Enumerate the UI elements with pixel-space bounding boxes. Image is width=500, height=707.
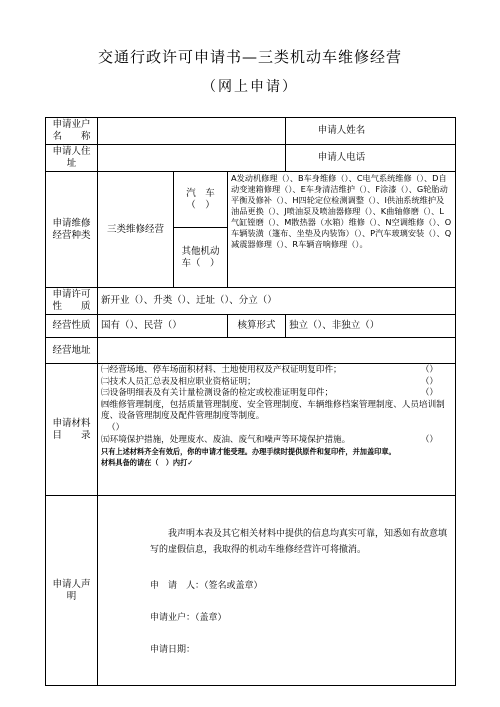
material-checkbox[interactable]: （） bbox=[420, 434, 439, 445]
permit-type-options[interactable]: 新开业（）、升类（）、迁址（）、分立（） bbox=[98, 288, 456, 315]
phone-input[interactable] bbox=[394, 152, 452, 164]
car-option[interactable]: 汽 车（ ） bbox=[174, 172, 228, 228]
sign-company[interactable]: 申请业户：（盖章） bbox=[150, 612, 227, 623]
page-subtitle: （网上申请） bbox=[202, 79, 298, 95]
sign-date[interactable]: 申请日期： bbox=[150, 644, 196, 655]
material-checkbox[interactable]: （） bbox=[420, 365, 439, 375]
material-checkbox[interactable]: （） bbox=[420, 376, 439, 387]
accounting-label: 核算形式 bbox=[228, 315, 286, 338]
application-form bbox=[45, 117, 456, 686]
material-item: ㈡技术人员汇总表及相应职业资格证明； （） bbox=[101, 377, 452, 389]
declaration-cell bbox=[98, 496, 456, 686]
applicant-name-label: 申请人姓名 bbox=[317, 125, 366, 136]
material-item: ㈣维修管理制度，包括质量管理制度、安全管理制度、车辆维修档案管理制度、人员培训制度、设备管理制度及配件管理制度等制度。 （） bbox=[101, 399, 445, 433]
accounting-options[interactable]: 独立（）、非独立（） bbox=[286, 315, 456, 338]
phone-cell bbox=[286, 145, 456, 172]
business-address-label: 经营地址 bbox=[46, 338, 98, 364]
material-checkbox[interactable]: （） bbox=[107, 422, 125, 433]
page-title: 交通行政许可申请书—三类机动车维修经营 bbox=[97, 48, 402, 66]
other-vehicle-option[interactable]: 其他机动车（ ） bbox=[174, 228, 228, 288]
business-nature-label: 经营性质 bbox=[46, 315, 98, 338]
repair-type-label: 申请维修经营种类 bbox=[46, 172, 98, 288]
business-address-input[interactable] bbox=[98, 338, 456, 364]
material-item: ㈠经营场地、停车场面积材料、土地使用权及产权证明复印件； （） bbox=[101, 365, 452, 377]
material-item: ㈤环境保护措施，处理废水、废油、废气和噪声等环境保护措施。 （） bbox=[101, 435, 452, 447]
applicant-label: 申请业户名 称 bbox=[46, 118, 98, 145]
declaration-text: 我声明本表及其它相关材料中提供的信息均真实可靠，知悉如有故意填写的虚假信息，我取得的机动车维修经营许可将撤消。 bbox=[150, 528, 448, 555]
address-input[interactable] bbox=[98, 145, 286, 172]
materials-notice: 只有上述材料齐全有效后，你的申请才能受理。办理手续时提供原件和复印件，并加盖印章。 bbox=[101, 447, 396, 457]
materials-list bbox=[98, 364, 456, 496]
material-checkbox[interactable]: （） bbox=[420, 388, 439, 399]
repair-items: A发动机修理（）、B车身维修（）、C电气系统维修（）、D自动变速箱修理（）、E车身清洁维护（）、F涂漆（）、G轮胎动平衡及修补（）、H四轮定位检测调整（）、I供油系统维护及油品更换（）、J喷油泵及喷油器修理（）、K曲轴修磨（）、L气缸镗磨（）、M散热器（水箱）维修（）、N空调维修（）、O车辆装潢（篷布、坐垫及内装饰）（）、P汽车玻璃安装（）、Q减震器修理（）、R车辆音响修理（）。 bbox=[228, 172, 456, 288]
applicant-name-cell bbox=[286, 118, 456, 145]
applicant-name-input[interactable] bbox=[394, 125, 452, 137]
sign-applicant[interactable]: 申 请 人：（签名或盖章） bbox=[150, 580, 263, 591]
phone-label: 申请人电话 bbox=[317, 152, 366, 163]
address-label: 申请人住址 bbox=[46, 145, 98, 172]
permit-type-label: 申请许可性 质 bbox=[46, 288, 98, 315]
declaration-label: 申请人声明 bbox=[46, 496, 98, 686]
class3-label: 三类维修经营 bbox=[98, 172, 174, 288]
applicant-input[interactable] bbox=[98, 118, 286, 145]
business-nature-options[interactable]: 国有（）、民营（） bbox=[98, 315, 228, 338]
material-item: ㈢设备明细表及有关计量检测设备的检定或校准证明复印件； （） bbox=[101, 388, 452, 400]
materials-label: 申请材料目 录 bbox=[46, 364, 98, 496]
materials-tick-note: 材料具备的请在（ ）内打✓ bbox=[101, 458, 194, 468]
